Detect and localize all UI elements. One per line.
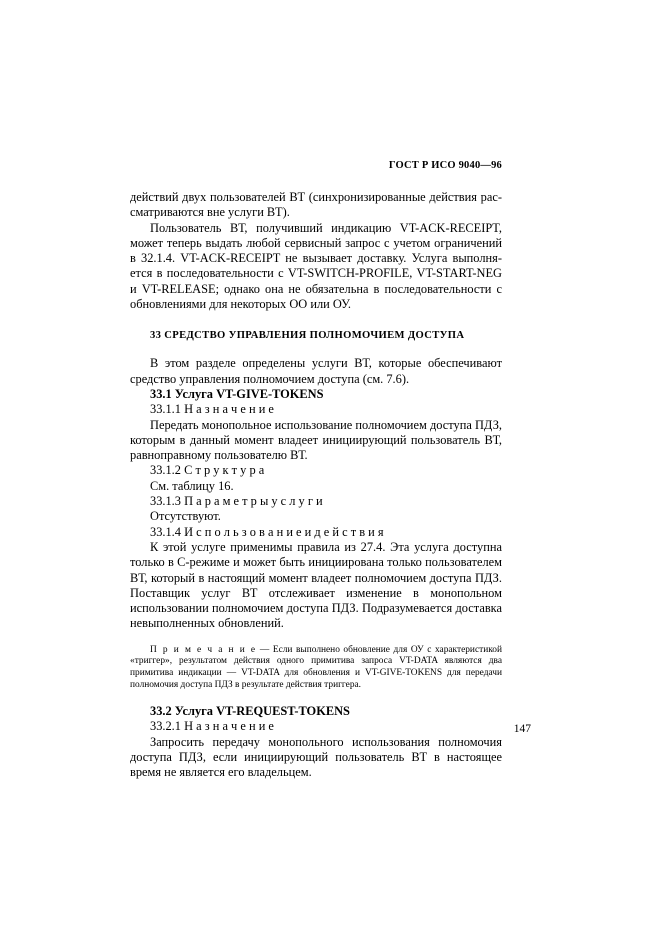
page-number: 147 bbox=[513, 723, 531, 735]
heading-33-1-4-number: 33.1.4 bbox=[150, 524, 185, 539]
heading-33-1-3-title: П а р а м е т р ы у с л у г и bbox=[184, 494, 323, 509]
paragraph-section-33-intro: В этом разделе определены услуги ВТ, которые обеспечивают средство управления полномочием доступа (см. 7.6). bbox=[130, 356, 502, 386]
heading-33-2-title: Услуга VT-REQUEST-TOKENS bbox=[174, 704, 350, 719]
note-trigger bbox=[130, 645, 502, 691]
heading-33-2 bbox=[130, 704, 502, 719]
page-header: ГОСТ Р ИСО 9040—96 bbox=[388, 160, 502, 171]
paragraph-table-reference: См. таблицу 16. bbox=[150, 478, 234, 493]
heading-33-1-2-number: 33.1.2 bbox=[150, 463, 185, 478]
heading-33-1-title: Услуга VT-GIVE-TOKENS bbox=[174, 386, 324, 401]
page-content bbox=[130, 160, 502, 781]
heading-33-1-4 bbox=[130, 525, 502, 540]
heading-33-1 bbox=[130, 387, 502, 402]
paragraph-no-parameters: Отсутствуют. bbox=[150, 509, 221, 524]
note-label: П р и м е ч а н и е bbox=[150, 644, 257, 655]
section-heading-33: 33 СРЕДСТВО УПРАВЛЕНИЯ ПОЛНОМОЧИЕМ ДОСТУПА bbox=[150, 330, 465, 342]
heading-33-1-4-title: И с п о л ь з о в а н и е и д е й с т в и я bbox=[184, 524, 384, 539]
heading-33-1-3 bbox=[130, 494, 502, 509]
heading-33-1-1-title: Н а з н а ч е н и е bbox=[184, 402, 274, 417]
heading-33-2-1 bbox=[130, 719, 502, 734]
heading-33-1-1-number: 33.1.1 bbox=[150, 402, 185, 417]
paragraph-intro-continued: действий двух пользователей ВТ (синхронизированные действия рассматриваются вне услуги ВТ). bbox=[130, 190, 502, 220]
paragraph-ack-receipt: Пользователь ВТ, получивший индикацию VT-ACK-RECEIPT, может теперь выдать любой сервисный запрос с учетом ограничений в 32.1.4. VT-ACK-RECEIPT не вызывает доставку. Услуга выполняется в последовательности с VT-SWITCH-PROFILE, VT-START-NEG и VT-RELEASE; однако она не обязательна в последовательности с обновлениями для некоторых ОО или ОУ. bbox=[130, 220, 502, 312]
heading-33-1-number: 33.1 bbox=[150, 386, 175, 401]
paragraph-give-tokens-purpose: Передать монопольное использование полномочием доступа ПДЗ, которым в данный момент владеет инициирующий пользователь ВТ, равноправному пользователю ВТ. bbox=[130, 417, 502, 463]
heading-33-2-1-number: 33.2.1 bbox=[150, 719, 185, 734]
heading-33-1-2-title: С т р у к т у р а bbox=[184, 463, 265, 478]
heading-33-2-1-title: Н а з н а ч е н и е bbox=[184, 719, 274, 734]
note-text: — Если выполнено обновление для ОУ с характеристикой «триггер», результатом действия одного примитива запроса VT-DATA являются два примитива индикации — VT-DATA для обновления и VT-GIVE-TOKENS для передачи полномочия доступа ПДЗ в результате действия триггера. bbox=[130, 644, 502, 690]
heading-33-1-2 bbox=[130, 463, 502, 478]
heading-33-1-3-number: 33.1.3 bbox=[150, 494, 185, 509]
heading-33-1-1 bbox=[130, 402, 502, 417]
heading-33-2-number: 33.2 bbox=[150, 704, 175, 719]
paragraph-give-tokens-usage: К этой услуге применимы правила из 27.4. Эта услуга доступна только в С-режиме и может быть инициирована только пользователем ВТ, который в настоящий момент владеет полномочием доступа ПДЗ. Поставщик услуг ВТ отслеживает изменение в монопольном использовании полномочием доступа ПДЗ. Подразумевается доставка невыполненных обновлений. bbox=[130, 539, 502, 631]
paragraph-request-tokens-purpose: Запросить передачу монопольного использования полномочия доступа ПДЗ, если инициирующий пользователь ВТ в настоящее время не является его владельцем. bbox=[130, 734, 502, 780]
